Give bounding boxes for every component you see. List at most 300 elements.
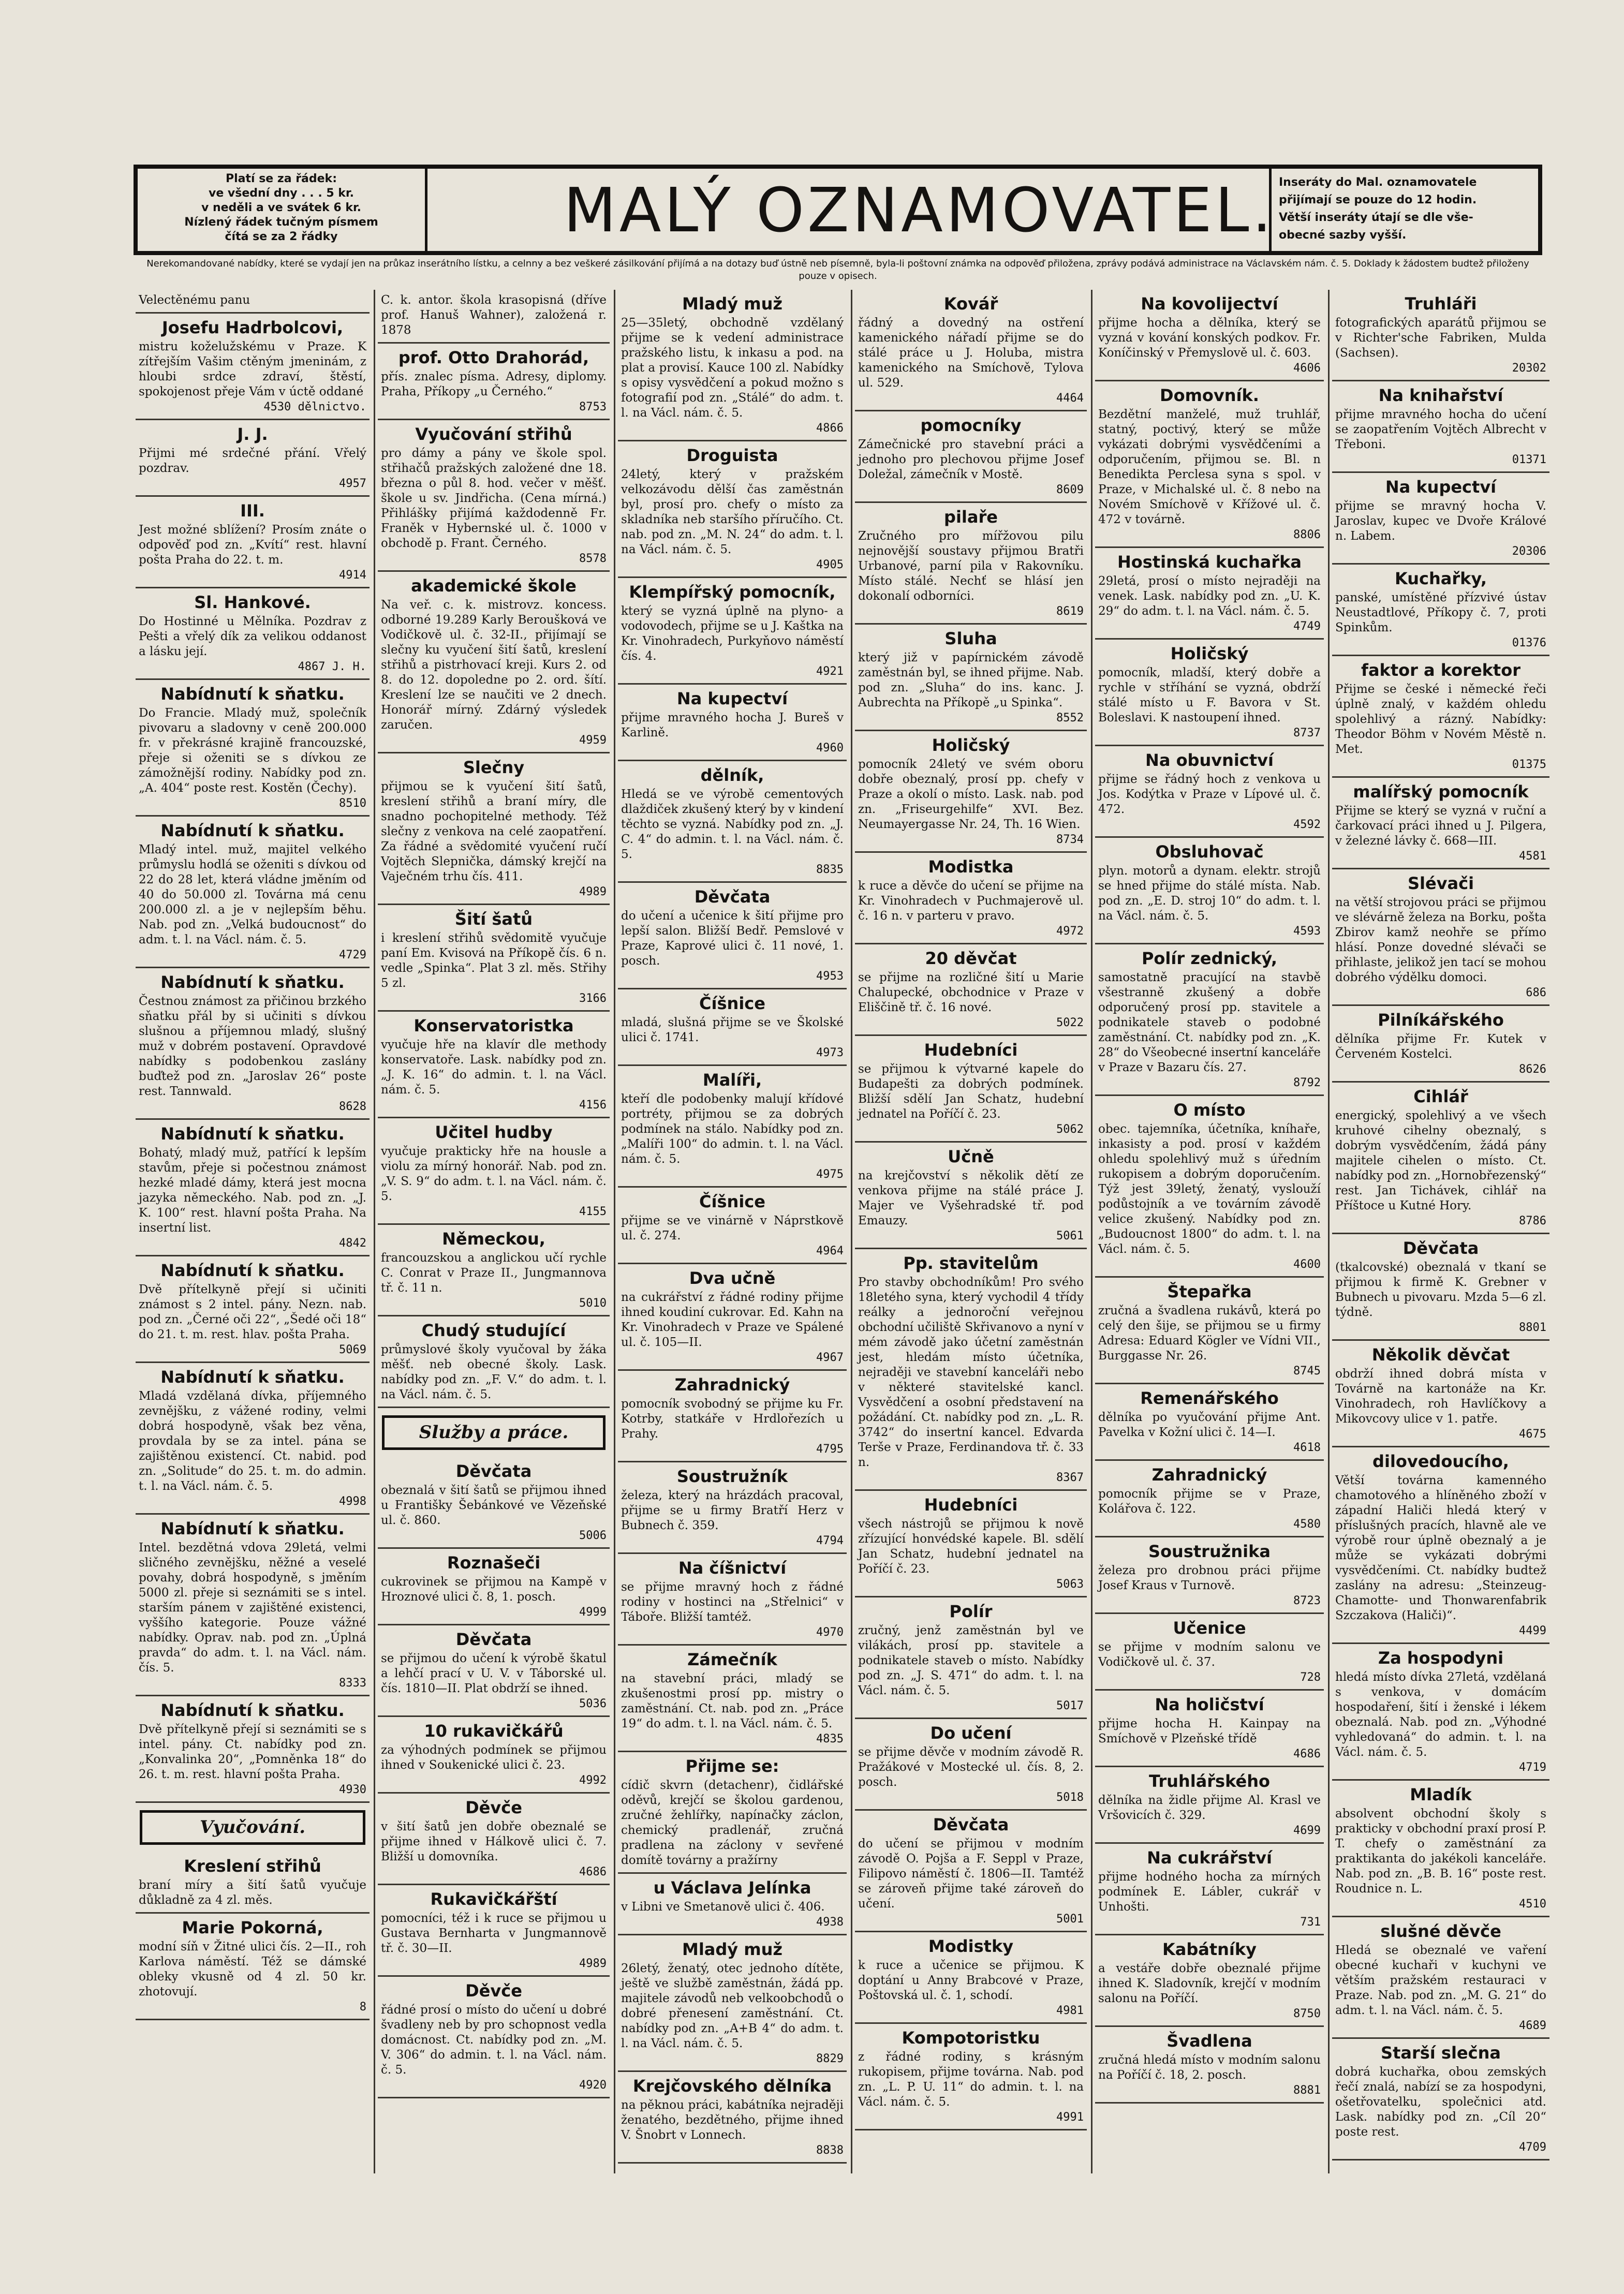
ad-number: 4953	[816, 970, 844, 983]
column-6	[1332, 290, 1549, 2173]
ad-number: 686	[1526, 986, 1546, 999]
ad-number: 4749	[1293, 620, 1321, 633]
ad-heading: Nabídnutí k sňatku.	[160, 972, 345, 992]
classified-ad	[618, 1462, 847, 1554]
ad-body: a vestáře dobře obeznalé přijme ihned K. Sladovník, krejčí v modním salonu na Poříčí.	[1098, 1962, 1321, 2005]
classified-ad	[855, 1249, 1087, 1491]
ad-body: obdrží ihned dobrá místa v Továrně na kartonáže na Kr. Vinohradech, roh Havlíčkovy a Mikovcovy ulice v 1. patře.	[1335, 1367, 1546, 1426]
ad-number: 8835	[816, 863, 844, 876]
classified-ad	[378, 344, 610, 420]
classified-ad	[136, 1363, 370, 1515]
ad-heading: Nabídnutí k sňatku.	[160, 821, 345, 840]
classified-ad	[1332, 473, 1549, 565]
classified-ad	[378, 572, 610, 753]
ad-number: 4866	[816, 422, 844, 435]
classified-ad	[1095, 381, 1324, 548]
ad-number: 4464	[1056, 392, 1084, 405]
ad-body: hledá místo dívka 27letá, vzdělaná s venkova, v domácím hospodaření, šití i ženské i lékem obeznalá. Nab. pod zn. „Výhodné vyhledovaná“ do admin. t. l. na Václ. nám. č. 5.	[1335, 1670, 1546, 1759]
ad-body: přijmou se k vyučení šití šatů, kreslení střihů a braní míry, dle snadno pochopitelné methody. Též slečny z venkova na celé zaopatření. Za řádné a svědomité vyučení ručí Vojtěch Slepnička, dámský krejčí na Vaječném trhu čís. 411.	[381, 780, 607, 883]
ad-heading: akademické škole	[411, 576, 577, 596]
ad-heading: O místo	[1173, 1100, 1246, 1120]
ad-number: 5018	[1056, 1791, 1084, 1804]
ad-body: Přijme se české i německé řeči úplně znalý, v každém ohledu spolehlivý a rázný. Nabídky: Theodor Böhm v Novém Městě n. Met.	[1335, 683, 1546, 756]
classified-ad	[136, 1515, 370, 1696]
ad-body: se přijme v modním salonu ve Vodičkově ul. č. 37.	[1098, 1640, 1321, 1669]
ad-body: přijme hocha H. Kainpay na Smíchově v Plzeňské třídě	[1098, 1717, 1321, 1745]
ad-heading: faktor a korektor	[1361, 660, 1520, 680]
ad-body: se přijmou k výtvarné kapele do Budapešti za dobrých podmínek. Bližší sdělí Jan Schatz, hudební jednatel na Poříčí č. 23.	[858, 1062, 1084, 1121]
ad-heading: Nabídnutí k sňatku.	[160, 684, 345, 704]
classified-ad	[1332, 778, 1549, 869]
classified-ad	[1095, 1691, 1324, 1767]
ad-number: 4580	[1293, 1518, 1321, 1531]
ad-number: 4970	[816, 1626, 844, 1639]
ad-number: 4981	[1056, 2004, 1084, 2017]
ad-heading: Mladý muž	[682, 294, 783, 314]
ad-heading: Na kupectví	[676, 689, 788, 708]
ad-body: Bezdětní manželé, muž truhlář, statný, poctivý, který se může vykázati dobrými vysvědčeními a odporučením, přijmou se. Bl. n Benedikta Perclesa syna s spol. v Praze, v Michalské ul. č. 8 nebo na Novém Smíchově v Křížové ul. č. 472 v továrně.	[1098, 408, 1321, 526]
ad-heading: Číšnice	[699, 1192, 765, 1211]
column-4	[855, 290, 1087, 2173]
ad-body: samostatně pracující na stavbě všestranně zkušený a dobře odporučený prosí pp. stavitele a podnikatele staveb o podobné zaměstnání. Ct. nabídky pod zn. „K. 28“ do Všeobecné insertní kanceláře v Praze v Bazaru čís. 27.	[1098, 971, 1321, 1074]
ad-body: železa, který na hrázdách pracoval, přijme se u firmy Bratří Herz v Bubnech č. 359.	[621, 1489, 844, 1532]
ad-heading: Německou,	[442, 1229, 545, 1249]
ad-heading: Na knihařství	[1378, 386, 1503, 405]
ad-body: mladá, slušná přijme se ve Školské ulici č. 1741.	[621, 1016, 844, 1044]
ad-body: Mladý intel. muž, majitel velkého průmyslu hodlá se oženiti s dívkou od 22 do 28 let, která vládne jměním od 40 do 50.000 zl. Továrna má cenu 200.000 zl. a je v nejlepším běhu. Nab. pod zn. „Velká budoucnost“ do adm. t. l. na Václ. nám. č. 5.	[139, 843, 366, 946]
ad-heading: Remenářského	[1140, 1388, 1279, 1408]
ad-body: průmyslové školy vyučoval by žáka měšť. neb obecné školy. Lask. nabídky pod zn. „F. V.“ do adm. t. l. na Václ. nám. č. 5.	[381, 1343, 607, 1401]
ad-heading: Přijme se:	[685, 1756, 779, 1776]
ad-body: přijme mravného hocha do učení se zaopatřením Vojtěch Albrecht v Třeboni.	[1335, 408, 1546, 451]
ad-number: 5022	[1056, 1016, 1084, 1029]
classified-ad	[618, 1371, 847, 1462]
ad-body: přijme se ve vinárně v Náprstkově ul. č. 274.	[621, 1214, 844, 1242]
ad-number: 5010	[579, 1297, 607, 1310]
ad-body: obec. tajemníka, účetníka, kníhaře, inkasisty a pod. prosí v každém ohledu spolehlivý muž s úředním rukopisem a dobrým doporučením. Týž jest 39letý, ženatý, vyslouží podůstojník a ve továrním závodě velice zkušený. Nabídky pod zn. „Budoucnost 1800“ do adm. t. l. na Václ. nám. č. 5.	[1098, 1122, 1321, 1256]
ad-number: 5036	[579, 1697, 607, 1710]
ad-body: železa pro drobnou práci přijme Josef Kraus v Turnově.	[1098, 1564, 1321, 1592]
ad-body: na větší strojovou práci se přijmou ve slévárně železa na Borku, pošta Zbirov kamž neohře se přímo hlásí. Ponze dovedné slévači se přihlaste, jelikož jen tací se mohou dobrého výdělku domoci.	[1335, 896, 1546, 984]
classified-ad	[618, 441, 847, 578]
ad-number: 4600	[1293, 1258, 1321, 1271]
ad-heading: Nabídnutí k sňatku.	[160, 1124, 345, 1144]
classified-ad	[1332, 1917, 1549, 2039]
ad-body: pomocník přijme se v Praze, Kolářova č. 122.	[1098, 1487, 1321, 1516]
classified-ad	[1332, 2039, 1549, 2160]
ad-heading: J. J.	[237, 424, 268, 444]
ad-heading: Holičský	[932, 735, 1010, 755]
ad-heading: Soustružnika	[1148, 1542, 1271, 1561]
ad-heading: Zámečník	[687, 1650, 777, 1669]
ad-number: 3166	[579, 992, 607, 1005]
classified-ad	[855, 625, 1087, 731]
classified-ad	[855, 1036, 1087, 1143]
ad-number: 8626	[1519, 1063, 1546, 1076]
terms-line: obecné sazby vyšší.	[1279, 229, 1407, 242]
rate-line: Nízlený řádek tučným písmem	[184, 216, 378, 229]
ad-heading: u Václava Jelínka	[653, 1878, 811, 1898]
ad-number: 4530 dělnictvo.	[263, 401, 366, 413]
ad-body: dělníka přijme Fr. Kutek v Červeném Kostelci.	[1335, 1032, 1546, 1061]
terms-line: přijímají se pouze do 12 hodin.	[1279, 194, 1477, 206]
ad-heading: Kabátníky	[1162, 1940, 1257, 1959]
ad-heading: Domovník.	[1160, 386, 1259, 405]
classified-ad	[1095, 944, 1324, 1096]
ad-body: pro dámy a pány ve škole spol. střihačů pražských založené dne 18. března o půl 8. hod. večer v měšť. škole u sv. Jindřicha. (Cena mírná.) Přihlášky přijímá každodenně Fr. Franěk v Hybernské ul. č. 1000 v obchodě p. Frant. Černého.	[381, 447, 607, 550]
ad-heading: Modistky	[928, 1936, 1014, 1956]
classified-ad	[1332, 1781, 1549, 1917]
ad-heading: Chudý studující	[421, 1321, 566, 1340]
classified-ad	[378, 1316, 610, 1408]
classified-ad	[618, 578, 847, 685]
ad-body: v šití šatů jen dobře obeznalé se přijme ihned v Hálkově ulici č. 7. Bližší u domovníka.	[381, 1820, 607, 1863]
classified-ad	[618, 1264, 847, 1371]
classified-ad	[136, 420, 370, 497]
classified-ad	[618, 1874, 847, 1935]
ad-heading: 10 rukavičkářů	[424, 1721, 564, 1741]
ad-body: Pro stavby obchodníkům! Pro svého 18letého syna, který vychodil 4 třídy reálky a jednoroční veřejnou obchodní učiliště Skřivanovo a nyní v mém závodě jako účetní zaměstnán jest, hledám místo účetníka, nejraději ve stavební kanceláři nebo v některé stavitelské kancl. Vysvědčení a osobní představení na požádání. Ct. nabídky pod zn. „L. R. 3742“ do insertní kancel. Edvarda Terše v Praze, Ferdinandova tř. č. 33 n.	[858, 1276, 1084, 1469]
ad-body: cukrovinek se přijmou na Kampě v Hroznové ulici č. 8, 1. posch.	[381, 1575, 607, 1604]
ad-body: přís. znalec písma. Adresy, diplomy. Praha, Příkopy „u Černého.“	[381, 370, 607, 398]
classified-ad	[136, 588, 370, 680]
ad-number: 4998	[339, 1495, 366, 1508]
ad-body: za výhodných podmínek se přijmou ihned v Soukenické ulici č. 23.	[381, 1743, 607, 1772]
ad-heading: Kovář	[943, 294, 998, 314]
ad-number: 4960	[816, 742, 844, 754]
column-divider	[851, 290, 852, 2173]
ad-number: 4675	[1519, 1428, 1546, 1441]
ad-heading: Malíři,	[702, 1070, 762, 1090]
ad-body: na krejčovství s několik dětí ze venkova přijme na stálé práce J. Majer ve Vyšehradské tř. pod Emauzy.	[858, 1169, 1084, 1227]
classified-ad	[1095, 1614, 1324, 1691]
ad-number: 8829	[816, 2052, 844, 2065]
ad-body: všech nástrojů se přijmou k nově zřízující honvédské kapele. Bl. sdělí Jan Schatz, hudební jednatel na Poříčí č. 23.	[858, 1517, 1084, 1576]
ad-heading: Modistka	[928, 857, 1014, 877]
ad-body: se přijme na rozličné šití u Marie Chalupecké, obchodnice v Praze v Eliščině tř. č. 16 nové.	[858, 971, 1084, 1014]
ad-heading: Číšnice	[699, 994, 765, 1013]
ad-number: 4155	[579, 1205, 607, 1218]
column-divider	[614, 290, 615, 2173]
ad-heading: Šití šatů	[454, 909, 533, 929]
ad-number: 8737	[1293, 727, 1321, 739]
ad-body: plyn. motorů a dynam. elektr. strojů se hned přijme do stálé místa. Nab. pod zn. „E. D. stroj 10“ do adm. t. l. na Václ. nám. č. 5.	[1098, 864, 1321, 923]
ad-body: Přijme se který se vyzná v ruční a čarkovací práci ihned u J. Pilgera, v železné lávky č. 668—III.	[1335, 804, 1546, 848]
ad-number: 4989	[579, 1957, 607, 1970]
ad-heading: Marie Pokorná,	[182, 1918, 323, 1937]
ad-body: 29letá, prosí o místo nejraději na venek. Lask. nabídky pod zn. „U. K. 29“ do adm. t. l. na Václ. nám. č. 5.	[1098, 574, 1321, 618]
terms-box	[1269, 169, 1538, 251]
ad-heading: Zahradnický	[674, 1375, 790, 1395]
rate-line: Platí se za řádek:	[225, 172, 337, 185]
ad-body: na pěknou práci, kabátníka nejraději ženatého, bezdětného, přijme ihned V. Šnobrt v Lonnech.	[621, 2098, 844, 2142]
ad-number: 8750	[1293, 2007, 1321, 2020]
ad-heading: slušné děvče	[1380, 1921, 1501, 1941]
column-2	[378, 290, 610, 2173]
classified-ad	[855, 1597, 1087, 1719]
classified-ad	[378, 753, 610, 905]
classified-ad	[1095, 746, 1324, 838]
classified-ad	[855, 2024, 1087, 2130]
ad-heading: Truhláři	[1405, 294, 1477, 314]
ad-heading: Děvče	[465, 1981, 522, 2001]
ad-heading: Děvčata	[694, 887, 771, 907]
classified-ad	[1095, 1935, 1324, 2027]
ad-body: na stavební práci, mladý se zkušenostmi prosí pp. mistry o zaměstnání. Ct. nab. pod zn. „Práce 19“ do adm. t. l. na Václ. nám. č. 5.	[621, 1672, 844, 1730]
ad-heading: 20 děvčat	[925, 949, 1017, 968]
ad-number: 4592	[1293, 818, 1321, 831]
ad-number: 731	[1300, 1916, 1321, 1929]
classified-ad	[378, 290, 610, 344]
ad-body: francouzskou a anglickou učí rychle C. Conrat v Praze II., Jungmannova tř. č. 11 n.	[381, 1251, 607, 1295]
classified-ad	[378, 420, 610, 572]
classified-ad	[1095, 1844, 1324, 1935]
classified-ad	[1095, 1461, 1324, 1537]
rate-line: ve všední dny . . . 5 kr.	[208, 187, 354, 200]
ad-number: 8734	[1056, 833, 1084, 846]
ad-body: přijme hocha a dělníka, který se vyzná v kování konských podkov. Fr. Koníčinský v Přemyslově ul. č. 603.	[1098, 316, 1321, 360]
classified-ad	[855, 1491, 1087, 1597]
ad-number: 8786	[1519, 1215, 1546, 1227]
ad-body: zručná a švadlena rukávů, která po celý den šije, se přijmou se u firmy Adresa: Eduard Kögler ve Vídni VII., Burggasse Nr. 26.	[1098, 1304, 1321, 1363]
ad-number: 8552	[1056, 712, 1084, 724]
ad-body: do učení a učenice k šití přijme pro lepší salon. Bližší Bedř. Pemslové v Praze, Kaprové ulici č. 11 nové, 1. posch.	[621, 909, 844, 968]
classified-ad	[378, 1885, 610, 1977]
ad-heading: Kompotoristku	[902, 2028, 1040, 2048]
ad-heading: III.	[240, 501, 265, 521]
ad-body: který se vyzná úplně na plyno- a vodovodech, přijme se u J. Kaštka na Kr. Vinohradech, Purkyňovo náměstí čís. 4.	[621, 604, 844, 663]
ad-heading: Švadlena	[1167, 2031, 1252, 2051]
classified-ad	[855, 1143, 1087, 1249]
classified-ad	[136, 1256, 370, 1363]
ad-heading: Slévači	[1407, 874, 1474, 893]
classified-ad	[855, 411, 1087, 503]
ad-number: 4957	[339, 477, 366, 490]
ad-number: 8628	[339, 1100, 366, 1113]
ad-number: 4709	[1519, 2141, 1546, 2154]
ad-number: 8745	[1293, 1365, 1321, 1378]
ad-number: 4921	[816, 665, 844, 678]
classified-ad	[136, 1914, 370, 2020]
ad-heading: Droguista	[686, 446, 778, 465]
ad-number: 4699	[1293, 1824, 1321, 1837]
column-5	[1095, 290, 1324, 2173]
ad-number: 01371	[1512, 453, 1546, 466]
ad-heading: Nabídnutí k sňatku.	[160, 1261, 345, 1280]
ad-body: Intel. bezdětná vdova 29letá, velmi sličného zevnějšku, něžné a veselé povahy, dobrá hospodyně, s jměním 5000 zl. přeje si seznámiti se s intel. starším pánem v zajištěné existenci, vyššího kategorie. Pouze vážné nabídky. Oprav. nab. pod zn. „Úplná pravda“ do adm. t. l. na Václ. nám. čís. 5.	[139, 1541, 366, 1675]
classified-ad	[1095, 1767, 1324, 1844]
ad-body: absolvent obchodní školy s prakticky v obchodní praxí prosí P. T. chefy o zaměstnání za praktikanta do jakékoli kanceláře. Nab. pod zn. „B. B. 16“ poste rest. Roudnice n. L.	[1335, 1807, 1546, 1896]
ad-body: přijme se řádný hoch z venkova u Jos. Kodýtka v Praze v Lípové ul. č. 472.	[1098, 773, 1321, 816]
ad-number: 5001	[1056, 1913, 1084, 1926]
ad-number: 4920	[579, 2079, 607, 2092]
ad-body: dobrá kuchařka, obou zemských řečí znalá, nabízí se za hospodyni, ošetřovatelku, společnici atd. Lask. nabídky pod zn. „Cíl 20“ poste rest.	[1335, 2065, 1546, 2139]
ad-body: Mladá vzdělaná dívka, příjemného zevnějšku, z vážené rodiny, velmi dobrá hospodyně, však bez věna, provdala by se za intel. pána se zajištěnou existencí. Ct. nabid. pod zn. „Solitude“ do 25. t. m. do admin. t. l. na Václ. nám. č. 5.	[139, 1389, 366, 1493]
ad-body: se přijme mravný hoch z řádné rodiny v hostinci na „Střelnici“ v Táboře. Bližší tamtéž.	[621, 1580, 844, 1624]
ad-heading: Do učení	[930, 1723, 1012, 1743]
ad-heading: malířský pomocník	[1353, 782, 1529, 802]
ad-heading: Polír	[949, 1602, 993, 1621]
ad-heading: Děvčata	[455, 1630, 532, 1649]
ad-heading: prof. Otto Drahorád,	[398, 348, 589, 367]
ad-number: 4938	[816, 1916, 844, 1929]
ad-number: 8367	[1056, 1471, 1084, 1484]
ad-heading: pomocníky	[920, 416, 1022, 435]
masthead-title: MALÝ OZNAMOVATEL.	[563, 174, 1275, 246]
ad-number: 01376	[1512, 637, 1546, 649]
ad-number: 4905	[816, 558, 844, 571]
ad-number: 20306	[1512, 545, 1546, 558]
ad-number: 8881	[1293, 2084, 1321, 2097]
rate-line: čítá se za 2 řádky	[225, 230, 338, 243]
ad-body: z řádné rodiny, s krásným rukopisem, přijme továrna. Nab. pod zn. „L. P. U. 11“ do admin. t. l. na Václ. nám. č. 5.	[858, 2050, 1084, 2109]
ad-number: 4606	[1293, 362, 1321, 375]
classified-ad	[378, 1225, 610, 1316]
classified-ad	[618, 2072, 847, 2164]
classified-ad	[1332, 1341, 1549, 1447]
ad-number: 4835	[816, 1733, 844, 1745]
classified-ad	[1332, 1083, 1549, 1234]
ad-heading: Hostinská kuchařka	[1117, 552, 1302, 572]
classified-ad	[1095, 290, 1324, 381]
column-divider	[1091, 290, 1092, 2173]
ad-body: přijme mravného hocha J. Bureš v Karlině.	[621, 711, 844, 739]
ad-body: dělníka na židle přijme Al. Krasl ve Vršovicích č. 329.	[1098, 1794, 1321, 1822]
ad-heading: Sluha	[944, 629, 997, 648]
ad-body: energický, spolehlivý a ve všech kruhové cihelny obeznalý, s dobrým vysvědčením, žádá pány majitele cihelen o místo. Ct. nabídky pod zn. „Hornobřezenský“ rest. Jan Tichávek, cihlář na Příštoce u Kutné Hory.	[1335, 1109, 1546, 1212]
classified-ad	[618, 290, 847, 441]
ad-number: 4510	[1519, 1898, 1546, 1911]
ad-heading: Na kupectví	[1385, 477, 1497, 497]
ad-number: 4967	[816, 1351, 844, 1364]
ad-body: Zámečnické pro stavební práci a jednoho pro plechovou přijme Josef Doležal, zámečník v Mostě.	[858, 438, 1084, 481]
classified-ad	[618, 989, 847, 1066]
classified-ad	[855, 731, 1087, 853]
ad-body: Do Hostinné u Mělníka. Pozdrav z Pešti a vřelý dík za velikou oddanost a lásku její.	[139, 615, 366, 658]
ad-heading: Na číšnictví	[678, 1558, 787, 1578]
ad-body: Dvě přítelkyně přejí si seznámiti se s intel. pány. Ct. nabídky pod zn. „Konvalinka 20“, „Pomněnka 18“ do 26. t. m. rest. hlavní pošta Praha.	[139, 1723, 366, 1781]
classified-ad	[1095, 838, 1324, 944]
section-heading: Služby a práce.	[382, 1415, 606, 1450]
ad-body: k ruce a děvče do učení se přijme na Kr. Vinohradech v Puchmajerově ul. č. 16 n. v parteru v pravo.	[858, 879, 1084, 923]
ad-body: Přijmi mé srdečné přání. Vřelý pozdrav.	[139, 447, 366, 475]
masthead	[134, 165, 1542, 255]
ad-body: který již v papírnickém závodě zaměstnán byl, se ihned přijme. Nab. pod zn. „Sluha“ do ins. kanc. J. Aubrechta na Příkopě „u Spinka“.	[858, 651, 1084, 709]
ad-number: 8838	[816, 2144, 844, 2157]
ad-body: zručná hledá místo v modním salonu na Poříčí č. 18, 2. posch.	[1098, 2053, 1321, 2082]
ad-heading: dělník,	[700, 765, 764, 785]
ad-number: 5069	[339, 1343, 366, 1356]
ad-number: 4794	[816, 1534, 844, 1547]
ad-body: Hledá se obeznalé ve vaření obecné kuchaři v kuchyni ve větším pražském restauraci v Praze. Nab. pod zn. „M. G. 21“ do adm. t. l. na Václ. nám. č. 5.	[1335, 1944, 1546, 2017]
classified-ad	[1332, 381, 1549, 473]
ad-body: vyučuje prakticky hře na housle a violu za mírný honorář. Nab. pod zn. „V. S. 9“ do adm. t. l. na Václ. nám. č. 5.	[381, 1145, 607, 1203]
column-divider	[1328, 290, 1330, 2173]
classified-ad	[1332, 1447, 1549, 1644]
classified-ad	[136, 314, 370, 420]
ad-number: 4989	[579, 885, 607, 898]
classified-ad	[378, 1457, 610, 1549]
classified-ad	[1332, 565, 1549, 656]
classified-ad	[618, 1646, 847, 1752]
ad-heading: Na obuvnictví	[1145, 750, 1274, 770]
ad-body: pomocník svobodný se přijme ku Fr. Kotrby, statkáře v Hrdlořezích u Prahy.	[621, 1397, 844, 1441]
ad-heading: Učitel hudby	[435, 1122, 553, 1142]
classified-ad	[618, 685, 847, 761]
ad-heading: Konservatoristka	[414, 1016, 574, 1035]
ad-number: 4618	[1293, 1441, 1321, 1454]
ad-body: pomocník, mladší, který dobře a rychle v stříhání se vyzná, obdrží stálé místo u F. Bavora v St. Boleslavi. K nastoupení ihned.	[1098, 666, 1321, 724]
classified-ad	[136, 1696, 370, 1803]
ad-number: 4729	[339, 949, 366, 961]
ad-body: řádné prosí o místo do učení u dobré švadleny neb by pro schopnost vedla domácnost. Ct. nabídky pod zn. „M. V. 306“ do admin. t. l. na Václ. nám. č. 5.	[381, 2003, 607, 2077]
column-1	[136, 290, 370, 2173]
ad-heading: Cihlář	[1413, 1087, 1468, 1106]
classified-ad	[1332, 1644, 1549, 1781]
ad-heading: Vyučování střihů	[415, 424, 572, 444]
classified-ad	[136, 1852, 370, 1914]
classified-ad	[1332, 869, 1549, 1006]
ad-number: 4499	[1519, 1624, 1546, 1637]
ad-heading: Slečny	[463, 758, 525, 777]
ad-heading: Holičský	[1170, 644, 1249, 663]
ad-body: Čestnou známost za přičinou brzkého sňatku přál by si učiniti s dívkou slušnou a příjemnou mladý, slušný muž v dobrém postavení. Opravdové nabídky s podobenkou zaslány buďtež pod zn. „Jaroslav 26“ poste rest. Tannwald.	[139, 995, 366, 1098]
ad-body: Zručného pro mířžovou pilu nejnovější soustavy přijmou Bratři Urbanové, parní pila v Rakovníku. Místo stálé. Nechť se hlásí jen dokonalí odborníci.	[858, 529, 1084, 603]
classified-ad	[1095, 548, 1324, 640]
ad-heading: Dva učně	[689, 1268, 776, 1288]
ad-number: 4156	[579, 1099, 607, 1112]
terms-line: Inseráty do Mal. oznamovatele	[1279, 176, 1477, 189]
ad-body: mistru koželužskému v Praze. K zítřejším Vašim ctěným jmeninám, z hloubi srdce zdraví, štěstí, spokojenost přeje Vám v úctě oddané	[139, 340, 366, 398]
column-divider	[374, 290, 375, 2173]
ad-number: 4959	[579, 734, 607, 747]
ad-heading: Roznašeči	[447, 1553, 541, 1573]
ad-number: 5062	[1056, 1123, 1084, 1136]
ad-body: řádný a dovedný na ostření kamenického nářadí přijme se do stálé práce u J. Holuba, mistra kamenického na Smíchově, Tylova ul. 529.	[858, 316, 1084, 390]
classified-ad	[1095, 1278, 1324, 1384]
ad-number: 4581	[1519, 850, 1546, 863]
ad-number: 8578	[579, 552, 607, 565]
ad-heading: Nabídnutí k sňatku.	[160, 1367, 345, 1387]
ad-number: 8333	[339, 1677, 366, 1690]
ad-heading: Mladík	[1410, 1785, 1472, 1804]
ad-heading: pilaře	[944, 507, 998, 527]
ad-heading: Soustružník	[676, 1467, 788, 1486]
rate-line: v neděli a ve svátek 6 kr.	[201, 201, 362, 214]
ad-body: C. k. antor. škola krasopisná (dříve prof. Hanuš Wahner), založená r. 1878	[381, 293, 607, 337]
ad-body: cídič skvrn (detachenr), čidlářské oděvů, krejčí se školou gardenou, zručné žehlířky, napínačky záclon, chemický pradlenář, zručná pradlena na záclony v sevřené domítě továrny a pražírny	[621, 1779, 844, 1867]
ad-heading: Zahradnický	[1151, 1465, 1267, 1485]
classified-ad	[1095, 640, 1324, 746]
ad-heading: Na holičství	[1155, 1695, 1264, 1714]
ad-body: Dvě přítelkyně přejí si učiniti známost s 2 intel. pány. Nezn. nab. pod zn. „Černé oči 22“, „Šedé oči 18“ do 21. t. m. rest. hlav. pošta Praha.	[139, 1283, 366, 1341]
ad-heading: Krejčovského dělníka	[632, 2076, 832, 2096]
column-3	[618, 290, 847, 2173]
ad-number: 5017	[1056, 1699, 1084, 1712]
classified-ad	[1095, 2027, 1324, 2104]
ad-heading: Rukavičkářští	[430, 1889, 557, 1909]
classified-ad	[618, 1188, 847, 1264]
ad-heading: Na kovolijectví	[1141, 294, 1278, 314]
ad-body: dělníka po vyučování přijme Ant. Pavelka v Kožní ulici č. 14—I.	[1098, 1411, 1321, 1439]
ad-heading: Hudebníci	[924, 1040, 1018, 1060]
ad-number: 4842	[339, 1237, 366, 1250]
ad-body: se přijme děvče v modním závodě R. Pražákové v Mostecké ul. čís. 8, 2. posch.	[858, 1745, 1084, 1789]
ad-heading: Sl. Hankové.	[194, 593, 311, 612]
classified-ad	[618, 1752, 847, 1874]
ad-body: se přijmou do učení k výrobě škatul a lehčí prací v U. V. v Táborské ul. čís. 1810—II. Plat obdrží se ihned.	[381, 1652, 607, 1695]
ad-body: Hledá se ve výrobě cementových dlaždiček zkušený který by v kindení těchto se vyzná. Nabídky pod zn. „J. C. 4“ do admin. t. l. na Václ. nám. č. 5.	[621, 788, 844, 861]
